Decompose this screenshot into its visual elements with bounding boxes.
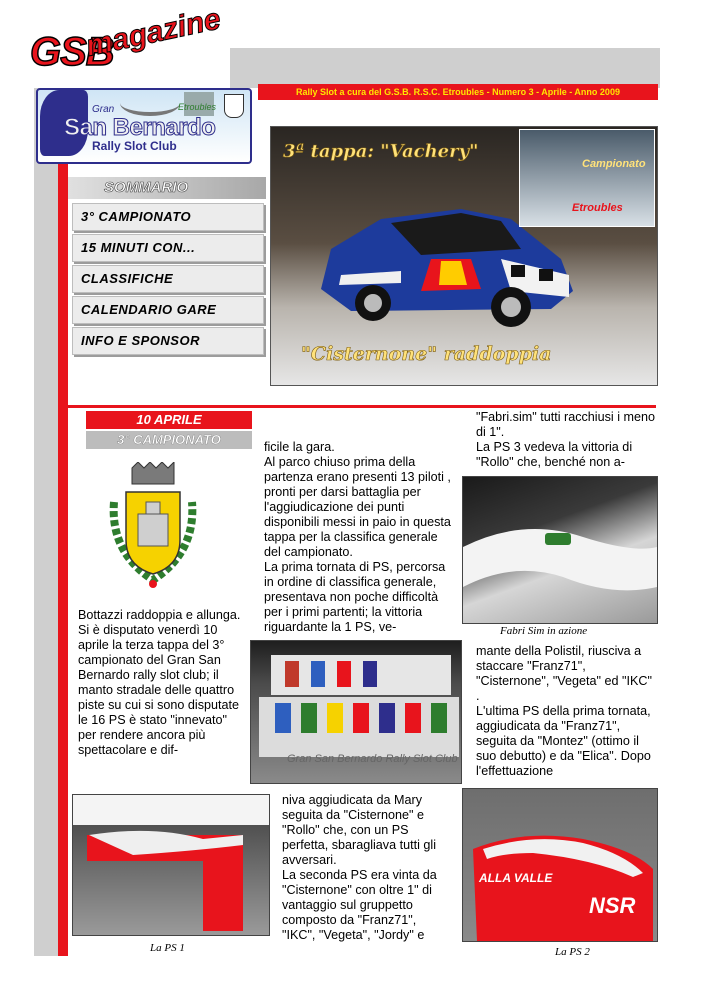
article-col1: Bottazzi raddoppia e allunga. Si è disputato venerdì 10 aprile la terza tappa del 3° campionato del Gran San Bernardo rally slot club; il manto stradale delle quattro piste su cui si sono disputate le 16 PS è stato "innevato" per rendere ancora più spettacolare e dif-	[78, 608, 241, 757]
sommario-item[interactable]: 3° CAMPIONATO	[72, 203, 264, 231]
brand-logo: GSB	[30, 30, 114, 74]
section-date: 10 APRILE	[86, 411, 252, 429]
frame-top	[230, 48, 660, 88]
cover-inset-photo	[519, 129, 655, 227]
inset-line2: Etroubles	[572, 202, 623, 214]
red-strip	[58, 160, 68, 956]
coat-of-arms-icon	[108, 462, 198, 590]
caption-ps1: La PS 1	[150, 942, 185, 954]
parking-sign: Gran San Bernardo Rally Slot Club	[287, 753, 458, 765]
issue-bar	[258, 84, 658, 100]
article-col3b: mante della Polistil, riusciva a staccare "Franz71", "Cisternone", "Vegeta" ed "IKC" . L'ultima PS della prima tornata, aggiudicata da "Franz71", seguita da "Montez" (ottimo il suo debutto) e da "Elica". Dopo l'effettuazione	[476, 644, 652, 778]
fabri-sim-photo	[462, 476, 658, 624]
track-ps1-icon	[73, 795, 269, 935]
ps1-photo	[72, 794, 270, 936]
inset-line1: Campionato	[582, 158, 646, 170]
caption-ps2: La PS 2	[555, 946, 590, 958]
banner-right: NSR	[589, 893, 636, 918]
issue-line: Rally Slot a cura del G.S.B. R.S.C. Etroubles - Numero 3 - Aprile - Anno 2009	[296, 87, 620, 97]
sommario-item[interactable]: 15 MINUTI CON...	[72, 234, 264, 262]
shield-icon	[224, 94, 244, 118]
parking-photo	[250, 640, 462, 784]
club-subtitle: Rally Slot Club	[92, 139, 177, 153]
section-label: 3° CAMPIONATO	[86, 431, 252, 449]
club-name: San Bernardo	[64, 114, 216, 141]
cover-title: 3ª tappa: "Vachery"	[283, 141, 479, 162]
cover-subtitle: "Cisternone" raddoppia	[301, 343, 552, 365]
sommario-item[interactable]: INFO E SPONSOR	[72, 327, 264, 355]
ps2-photo	[462, 788, 658, 942]
club-location: Etroubles	[178, 102, 217, 112]
sommario-item[interactable]: CALENDARIO GARE	[72, 296, 264, 324]
sommario-item[interactable]: CLASSIFICHE	[72, 265, 264, 293]
snow-track-icon	[463, 477, 657, 623]
article-col2a: ficile la gara. Al parco chiuso prima della partenza erano presenti 13 piloti , pronti per darsi battaglia per l'aggiudicazione dei punti disponibili messi in paio in questa tappa per la classifica generale del campionato. La prima tornata di PS, percorsa in ordine di classifica generale, presentava non poche difficoltà per i primi partenti; la vittoria riguardante la 1 PS, ve-	[264, 440, 451, 634]
caption-fabri: Fabri Sim in azione	[500, 625, 588, 637]
road-icon	[120, 90, 180, 116]
sommario-title: SOMMARIO	[68, 177, 266, 199]
banner-left: ALLA VALLE	[479, 871, 553, 885]
magazine-logo: magazine	[82, 2, 224, 64]
article-col3a: "Fabri.sim" tutti racchiusi i meno di 1". La PS 3 vedeva la vittoria di "Rollo" che, benché non a-	[476, 410, 656, 469]
section-rule	[68, 405, 656, 408]
cover-photo	[270, 126, 658, 386]
article-col2b: niva aggiudicata da Mary seguita da "Cisternone" e "Rollo" che, con un PS perfetta, sbaragliava tutti gli avversari. La seconda PS era vinta da "Cisternone" con oltre 1" di vantaggio sul gruppetto composto da "Franz71", "IKC", "Vegeta", "Jordy" e	[282, 793, 437, 942]
club-gran: Gran	[92, 104, 115, 115]
